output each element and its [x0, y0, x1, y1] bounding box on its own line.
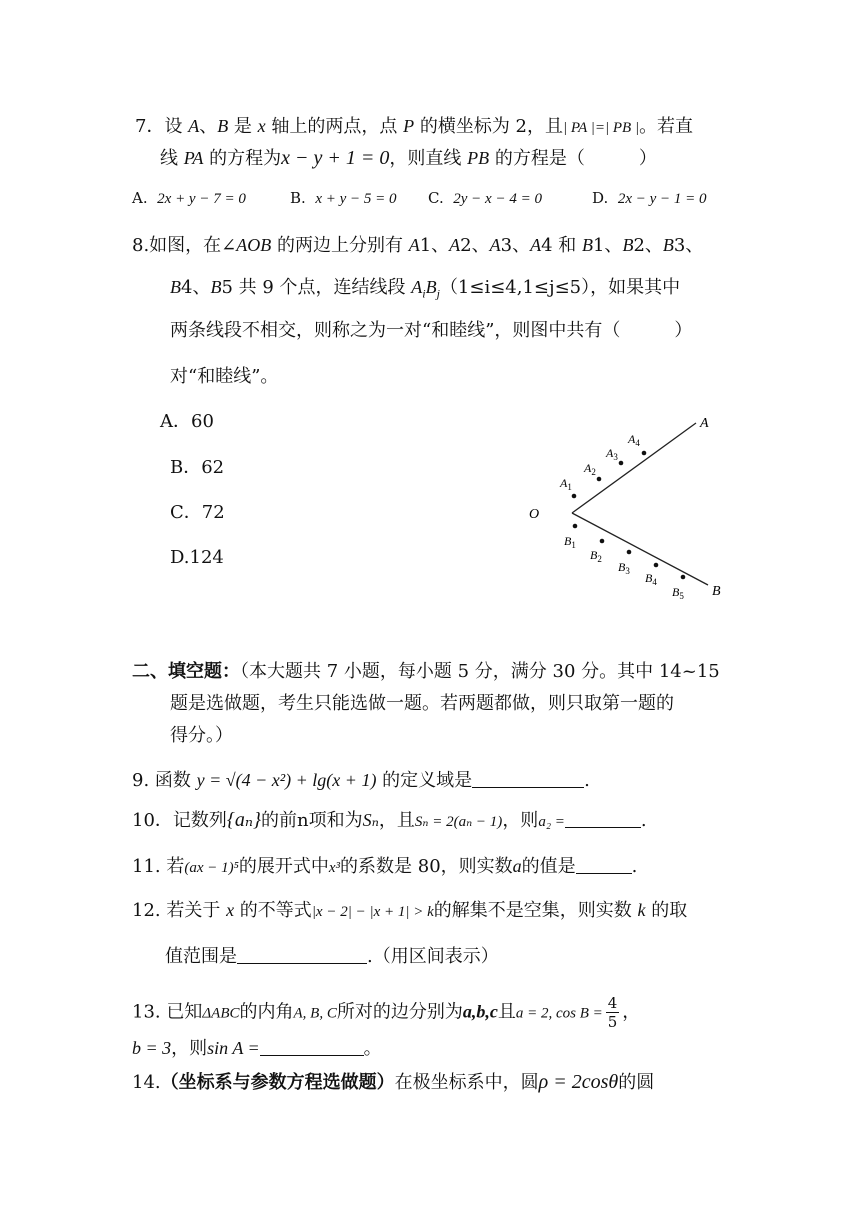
q7-option-c[interactable] [428, 186, 542, 211]
var: A [408, 235, 420, 255]
text: 在极坐标系中，圆 [394, 1072, 539, 1093]
text: . [640, 810, 647, 831]
text: 的圆 [618, 1072, 655, 1093]
text: ，则 [502, 810, 539, 831]
text: 线 [160, 148, 184, 169]
label-b5: $B_5$ [672, 585, 684, 601]
text: 。 [363, 1038, 382, 1059]
var: a [512, 856, 522, 876]
q10-line [132, 808, 647, 834]
expression: (ax − 1)⁵ [184, 860, 239, 876]
option-text: 2x + y − 7 = 0 [157, 191, 246, 207]
option-text: 2x − y − 1 = 0 [617, 191, 707, 207]
function-expr: y = √(4 − x²) + lg(x + 1) [196, 770, 377, 790]
text: ，则 [171, 1038, 208, 1059]
q8-option-a[interactable]: A．60 [160, 411, 214, 432]
option-label: A. [132, 189, 148, 207]
text: 4、 [181, 277, 211, 298]
text: 的两边上分别有 [271, 235, 409, 256]
label-a2: $A_2$ [584, 461, 596, 477]
var: Sₙ [362, 810, 379, 830]
point-a2 [597, 477, 602, 482]
text: 11. 若 [132, 856, 185, 877]
inequality: |x − 2| − |x + 1| > k [311, 904, 434, 920]
text: ，则直线 [389, 148, 468, 169]
text: 7．设 [135, 116, 189, 137]
q7-line2 [160, 146, 657, 171]
text: 4 和 [541, 235, 582, 256]
text: 的定义域是 [376, 770, 473, 791]
var: B [622, 235, 634, 255]
q9-line [132, 768, 590, 793]
point-b1 [573, 524, 578, 529]
sequence: {aₙ} [226, 809, 262, 831]
text: 2、 [633, 235, 663, 256]
equation: ρ = 2cosθ [538, 1071, 619, 1093]
var: k [637, 900, 646, 920]
var: A [411, 277, 423, 297]
text: 的内角 [239, 1001, 294, 1023]
q8-line3: 两条线段不相交，则称之为一对“和睦线”，则图中共有（ ） [170, 320, 693, 341]
label-b3: $B_3$ [618, 560, 630, 576]
label-b: B [712, 584, 721, 599]
text: 轴上的两点，点 [265, 116, 404, 137]
q8-line2 [170, 275, 680, 306]
text: （1≤i≤4,1≤j≤5），如果其中 [439, 277, 681, 298]
option-label: C. [428, 189, 444, 207]
subscript: i [422, 286, 426, 301]
text: 的横坐标为 2，且 [414, 116, 563, 137]
fraction [606, 994, 620, 1031]
option-label: D. [592, 189, 609, 207]
var: P [403, 116, 415, 136]
option-text: x + y − 5 = 0 [315, 191, 397, 207]
q7-line1 [135, 114, 693, 140]
condition: | PA |=| PB | [563, 120, 640, 136]
a-points [559, 432, 646, 498]
text: 5 共 9 个点，连结线段 [221, 277, 412, 298]
point-b4 [654, 563, 659, 568]
text: 1、 [592, 235, 623, 256]
var: B [425, 277, 437, 297]
text: 13. 已知 [132, 1001, 203, 1023]
text: 3、 [500, 235, 531, 256]
text: 且 [497, 1001, 516, 1023]
answer-blank[interactable] [576, 855, 632, 874]
text: ，且 [378, 810, 415, 831]
point-b5 [681, 575, 686, 580]
answer-blank[interactable] [565, 811, 641, 828]
q8-line4: 对“和睦线”。 [170, 366, 279, 387]
q13-line2 [132, 1036, 382, 1061]
section-text: （本大题共 7 小题，每小题 5 分，满分 30 分。其中 14~15 [240, 661, 720, 682]
condition: a = 2, cos B = [515, 1005, 603, 1022]
text: 9. 函数 [132, 770, 197, 791]
var: x³ [328, 860, 341, 876]
text: 的方程为 [203, 148, 282, 169]
text: 的解集不是空集，则实数 [433, 900, 638, 921]
label-b4: $B_4$ [645, 571, 657, 587]
label-b2: $B_2$ [590, 548, 602, 564]
q14-line [132, 1070, 654, 1095]
answer-blank[interactable] [237, 945, 367, 964]
point-b3 [627, 550, 632, 555]
q7-option-b[interactable] [290, 186, 397, 211]
label-a4: $A_4$ [628, 432, 640, 448]
equation: Sₙ = 2(aₙ − 1) [414, 814, 503, 830]
text: 10．记数列 [132, 810, 227, 831]
q11-line [132, 854, 637, 880]
denominator: 5 [607, 1013, 618, 1031]
var: PB [467, 148, 490, 168]
triangle: ΔABC [202, 1005, 240, 1022]
text: 的不等式 [234, 900, 312, 921]
section2-line2: 题是选做题，考生只能选做一题。若两题都做，则只取第一题的 [170, 693, 674, 714]
var: x [226, 900, 235, 920]
q8-option-d[interactable]: D.124 [170, 547, 224, 568]
var: AOB [236, 235, 272, 255]
angle-figure [520, 405, 730, 605]
var: a₂ = [538, 814, 565, 830]
q12-line2 [165, 945, 499, 969]
var: B [217, 116, 229, 136]
q7-option-a[interactable] [132, 186, 246, 211]
var: A [188, 116, 200, 136]
var: A [449, 235, 461, 255]
subscript: j [436, 286, 440, 301]
section2-line3: 得分。） [170, 725, 233, 746]
label-a1: $A_1$ [560, 476, 572, 492]
text: 。若直 [639, 116, 694, 137]
b-points [564, 524, 685, 601]
point-b2 [600, 539, 605, 544]
text: 的前n项和为 [261, 810, 363, 831]
var: PA [183, 148, 204, 168]
text: 8.如图，在∠ [132, 235, 237, 256]
equation: x − y + 1 = 0 [281, 147, 390, 169]
text: 的展开式中 [238, 856, 329, 877]
label-b1: $B_1$ [564, 534, 576, 550]
text: . [584, 770, 590, 791]
q7-option-d[interactable] [592, 186, 707, 211]
section-heading: 二、填空题： [132, 661, 240, 682]
var: x [257, 116, 266, 136]
angles: A, B, C [293, 1005, 337, 1022]
q13-line1 [132, 994, 640, 1031]
label-o: O [529, 507, 540, 522]
text: 12. 若关于 [132, 900, 227, 921]
text: 的取 [645, 900, 688, 921]
var: B [170, 277, 181, 297]
text: 的值是 [521, 856, 576, 877]
text: 、 [199, 116, 218, 137]
var: B [581, 235, 593, 255]
q12-line1 [132, 898, 687, 924]
text: .（用区间表示） [367, 946, 499, 967]
text: 的方程是（ ） [489, 148, 657, 169]
bold-text: （坐标系与参数方程选做题） [160, 1072, 395, 1093]
answer-blank[interactable] [260, 1037, 364, 1056]
equation: b = 3 [132, 1038, 172, 1058]
text: 是 [228, 116, 258, 137]
text: 14. [132, 1072, 161, 1093]
q8-option-c[interactable]: C．72 [170, 502, 225, 523]
var: A [530, 235, 542, 255]
point-a4 [642, 451, 647, 456]
text: 2、 [460, 235, 490, 256]
var: A [489, 235, 501, 255]
q8-line1 [132, 233, 703, 258]
numerator: 4 [607, 994, 618, 1012]
text: 所对的边分别为 [336, 1001, 463, 1023]
text: 1、 [419, 235, 450, 256]
text: 3、 [673, 235, 704, 256]
expression: sin A = [207, 1038, 260, 1058]
var: B [662, 235, 674, 255]
section2-line1 [132, 660, 720, 684]
point-a1 [572, 494, 577, 499]
text: 值范围是 [165, 946, 237, 967]
text: ， [622, 1001, 641, 1023]
answer-blank[interactable] [472, 769, 584, 788]
point-a3 [619, 461, 624, 466]
sides: a,b,c [462, 1001, 498, 1022]
option-label: B. [290, 189, 306, 207]
q8-option-b[interactable]: B．62 [170, 457, 225, 478]
label-a: A [700, 416, 709, 431]
text: . [631, 856, 638, 877]
option-text: 2y − x − 4 = 0 [453, 191, 542, 207]
text: 的系数是 80，则实数 [340, 856, 513, 877]
label-a3: $A_3$ [606, 446, 618, 462]
var: B [210, 277, 222, 297]
